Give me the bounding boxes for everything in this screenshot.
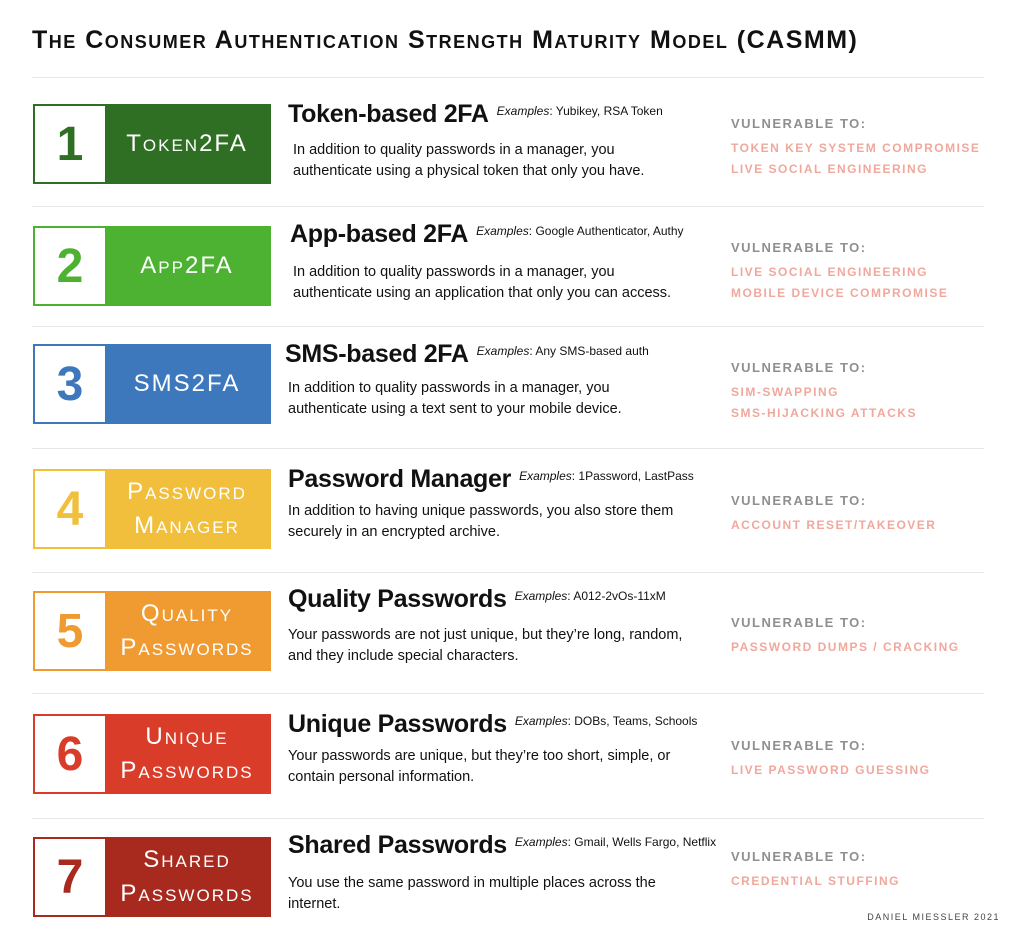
- level-examples: Examples: DOBs, Teams, Schools: [514, 714, 698, 728]
- examples-value: Google Authenticator, Authy: [535, 224, 684, 238]
- level-row-5: [0, 585, 1024, 701]
- level-badge-label: Password Manager: [105, 471, 269, 547]
- examples-label: Examples: [514, 589, 568, 603]
- level-description: In addition to having unique passwords, you also store them securely in an encrypted archive.: [288, 503, 674, 540]
- vulnerabilities-block: [731, 493, 1011, 536]
- level-badge-label: SMS2FA: [105, 346, 269, 422]
- level-examples: Examples: 1Password, LastPass: [519, 469, 694, 483]
- level-number: 2: [35, 228, 105, 304]
- level-number: 6: [35, 716, 105, 792]
- level-badge: [33, 591, 271, 671]
- vulnerable-to-heading: VULNERABLE TO:: [731, 738, 867, 753]
- level-badge-label: Token2FA: [105, 106, 269, 182]
- level-examples: Examples: Google Authenticator, Authy: [476, 224, 684, 238]
- vulnerabilities-block: [731, 116, 1011, 180]
- vulnerability-item: LIVE SOCIAL ENGINEERING: [731, 265, 928, 279]
- level-row-6: [0, 710, 1024, 824]
- level-number: 3: [35, 346, 105, 422]
- level-description: You use the same password in multiple places across the internet.: [288, 875, 656, 912]
- page-title: The Consumer Authentication Strength Maturity Model (CASMM): [32, 26, 859, 54]
- examples-label: Examples: [514, 714, 568, 728]
- vulnerability-item: SMS-HIJACKING ATTACKS: [731, 406, 917, 420]
- level-heading: [288, 465, 694, 494]
- level-name: Token-based 2FA: [288, 100, 489, 128]
- level-badge: [33, 344, 271, 424]
- level-row-7: [0, 831, 1024, 947]
- level-heading: [288, 585, 666, 614]
- author-signature: DANIEL MIESSLER 2021: [867, 912, 1000, 922]
- level-badge-label: Shared Passwords: [105, 839, 269, 915]
- level-name: Shared Passwords: [288, 831, 507, 859]
- examples-label: Examples: [476, 344, 530, 358]
- level-description: In addition to quality passwords in a manager, you authenticate using a physical token that only you have.: [293, 142, 645, 179]
- level-description: Your passwords are unique, but they’re too short, simple, or contain personal information.: [288, 748, 671, 785]
- level-number: 5: [35, 593, 105, 669]
- level-name: SMS-based 2FA: [285, 340, 469, 368]
- level-number: 7: [35, 839, 105, 915]
- level-badge: [33, 104, 271, 184]
- vulnerable-to-heading: VULNERABLE TO:: [731, 493, 867, 508]
- level-examples: Examples: A012-2vOs-11xM: [514, 589, 666, 603]
- vulnerability-item: MOBILE DEVICE COMPROMISE: [731, 286, 949, 300]
- vulnerability-item: ACCOUNT RESET/TAKEOVER: [731, 518, 937, 532]
- vulnerable-to-heading: VULNERABLE TO:: [731, 360, 867, 375]
- divider: [32, 77, 984, 78]
- level-name: Password Manager: [288, 465, 512, 493]
- examples-label: Examples: [514, 835, 568, 849]
- examples-label: Examples: [496, 104, 550, 118]
- level-description: Your passwords are not just unique, but they’re long, random, and they include special characters.: [288, 627, 683, 664]
- level-heading: [288, 831, 716, 860]
- level-number: 1: [35, 106, 105, 182]
- vulnerable-to-heading: VULNERABLE TO:: [731, 240, 867, 255]
- level-name: Quality Passwords: [288, 585, 507, 613]
- level-badge: [33, 469, 271, 549]
- level-row-4: [0, 465, 1024, 579]
- vulnerable-to-heading: VULNERABLE TO:: [731, 116, 867, 131]
- level-examples: Examples: Any SMS-based auth: [476, 344, 649, 358]
- examples-value: Gmail, Wells Fargo, Netflix: [574, 835, 717, 849]
- level-number: 4: [35, 471, 105, 547]
- vulnerabilities-block: [731, 849, 1011, 892]
- level-row-1: [0, 100, 1024, 214]
- vulnerability-item: PASSWORD DUMPS / CRACKING: [731, 640, 960, 654]
- vulnerable-to-heading: VULNERABLE TO:: [731, 849, 867, 864]
- level-badge-label: Quality Passwords: [105, 593, 269, 669]
- level-examples: Examples: Gmail, Wells Fargo, Netflix: [514, 835, 717, 849]
- level-badge-label: Unique Passwords: [105, 716, 269, 792]
- level-heading: [288, 100, 663, 129]
- vulnerability-item: LIVE PASSWORD GUESSING: [731, 763, 931, 777]
- level-row-3: [0, 340, 1024, 454]
- examples-value: Any SMS-based auth: [535, 344, 649, 358]
- examples-label: Examples: [476, 224, 529, 238]
- level-badge: [33, 714, 271, 794]
- level-row-2: [0, 220, 1024, 336]
- vulnerabilities-block: [731, 360, 1011, 424]
- level-description: In addition to quality passwords in a manager, you authenticate using an application that only you can access.: [293, 264, 672, 301]
- vulnerability-item: TOKEN KEY SYSTEM COMPROMISE: [731, 141, 981, 155]
- examples-value: A012-2vOs-11xM: [573, 589, 666, 603]
- level-badge: [33, 226, 271, 306]
- vulnerability-item: SIM-SWAPPING: [731, 385, 840, 399]
- examples-value: Yubikey, RSA Token: [555, 104, 663, 118]
- vulnerabilities-block: [731, 738, 1011, 781]
- vulnerability-item: CREDENTIAL STUFFING: [731, 874, 900, 888]
- vulnerability-item: LIVE SOCIAL ENGINEERING: [731, 162, 928, 176]
- examples-value: 1Password, LastPass: [578, 469, 694, 483]
- level-badge: [33, 837, 271, 917]
- examples-value: DOBs, Teams, Schools: [574, 714, 698, 728]
- level-badge-label: App2FA: [105, 228, 269, 304]
- level-heading: [290, 220, 684, 249]
- level-heading: [288, 710, 697, 739]
- level-examples: Examples: Yubikey, RSA Token: [496, 104, 663, 118]
- level-description: In addition to quality passwords in a manager, you authenticate using a text sent to your mobile device.: [288, 380, 622, 417]
- level-name: App-based 2FA: [290, 220, 469, 248]
- vulnerabilities-block: [731, 240, 1011, 304]
- level-heading: [285, 340, 649, 369]
- level-name: Unique Passwords: [288, 710, 507, 738]
- examples-label: Examples: [519, 469, 572, 483]
- vulnerabilities-block: [731, 615, 1011, 658]
- vulnerable-to-heading: VULNERABLE TO:: [731, 615, 867, 630]
